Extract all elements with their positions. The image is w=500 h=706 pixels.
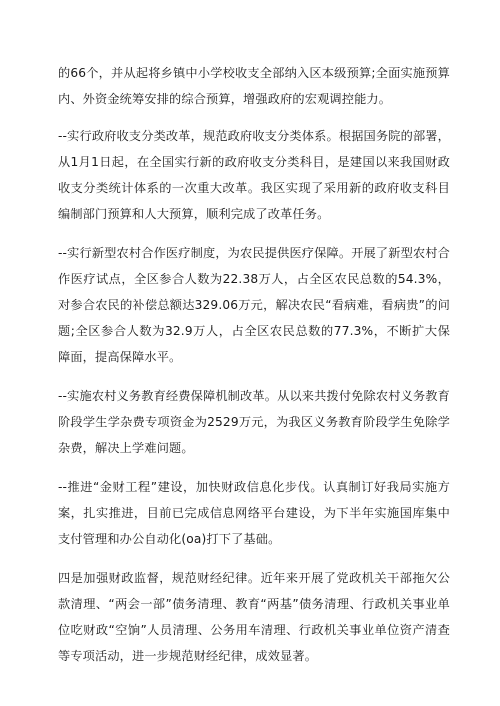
paragraph-financial-supervision: 四是加强财政监督，规范财经纪律。近年来开展了党政机关干部拖欠公款清理、“两会一部”债务清理、教育“两基”债务清理、行政机关事业单位吃财政“空饷”人员清理、公务用车清理、行政机关事业单位资产清查等专项活动，进一步规范财经纪律，成效显著。 [58, 571, 450, 663]
document-page [58, 60, 450, 682]
paragraph-rural-medical: --实行新型农村合作医疗制度，为农民提供医疗保障。开展了新型农村合作医疗试点，全区参合人数为22.38万人，占全区农民总数的54.3%，对参合农民的补偿总额达329.06万元，解决农民“看病难，看病贵”的问题;全区参合人数为32.9万人，占全区农民总数的77.3%，不断扩大保障面，提高保障水平。 [58, 246, 450, 364]
paragraph-budget: 的66个，并从起将乡镇中小学校收支全部纳入区本级预算;全面实施预算内、外资金统筹安排的综合预算，增强政府的宏观调控能力。 [58, 66, 450, 106]
paragraph-golden-finance: --推进“金财工程”建设，加快财政信息化步伐。认真制订好我局实施方案，扎实推进，目前已完成信息网络平台建设，为下半年实施国库集中支付管理和办公自动化(oa)打下了基础。 [58, 480, 450, 546]
paragraph-rural-education: --实施农村义务教育经费保障机制改革。从以来共拨付免除农村义务教育阶段学生学杂费专项资金为2529万元，为我区义务教育阶段学生免除学杂费，解决上学难问题。 [58, 389, 450, 455]
paragraph-revenue-classification: --实行政府收支分类改革，规范政府收支分类体系。根据国务院的部署，从1月1日起，在全国实行新的政府收支分类科目，是建国以来我国财政收支分类统计体系的一次重大改革。我区实现了采用新的政府收支科目编制部门预算和人大预算，顺利完成了改革任务。 [58, 129, 450, 221]
